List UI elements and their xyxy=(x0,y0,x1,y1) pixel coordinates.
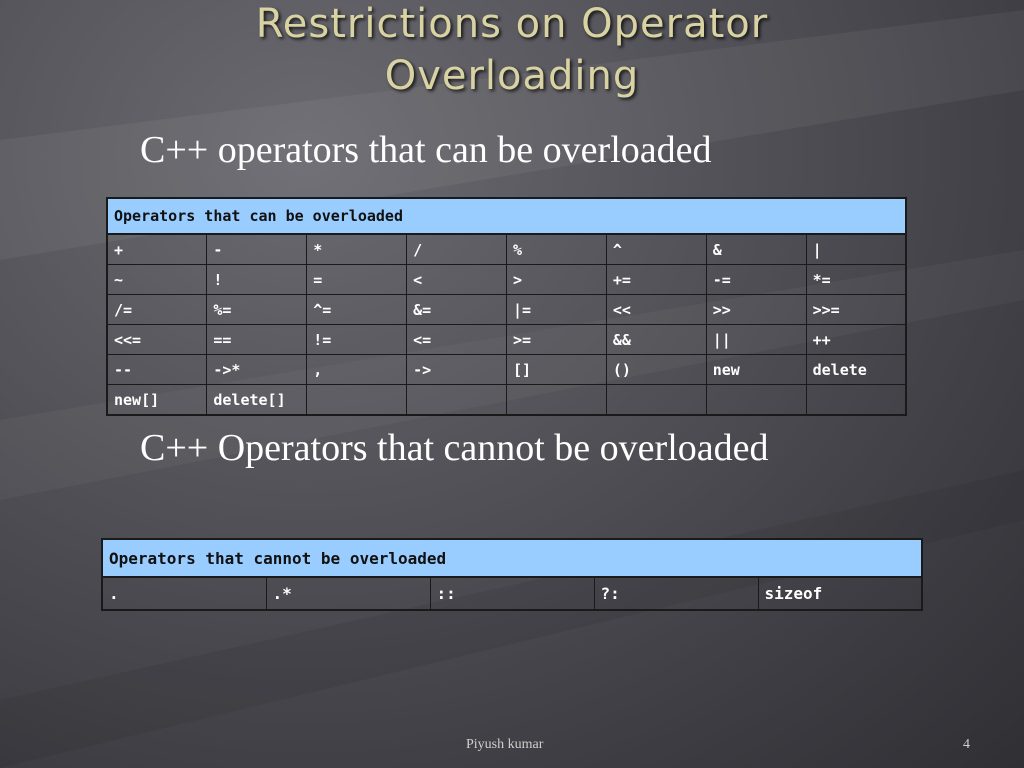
table-cell xyxy=(307,385,407,416)
table-cell: .* xyxy=(266,577,430,610)
table-row xyxy=(107,265,906,295)
table-cell: * xyxy=(307,234,407,265)
table-cell xyxy=(806,385,906,416)
slide-title-line-1: Restrictions on Operator xyxy=(255,1,769,47)
table-cell xyxy=(407,385,507,416)
table-cell: % xyxy=(507,234,607,265)
table-cell: <= xyxy=(407,325,507,355)
table-cell: / xyxy=(407,234,507,265)
table-cell: <<= xyxy=(107,325,207,355)
table-cell: < xyxy=(407,265,507,295)
table-cell: -- xyxy=(107,355,207,385)
table-cell: >= xyxy=(507,325,607,355)
table-cell: &= xyxy=(407,295,507,325)
table-cell: ->* xyxy=(207,355,307,385)
table-row xyxy=(107,355,906,385)
table-cell: () xyxy=(606,355,706,385)
table-row xyxy=(102,577,922,610)
table-cell xyxy=(706,385,806,416)
table-header-row xyxy=(102,539,922,577)
table-header-row xyxy=(107,198,906,234)
table-cell: ++ xyxy=(806,325,906,355)
bullet-text-non-overloadable: C++ Operators that cannot be overloaded xyxy=(140,427,769,469)
table-cell: ^ xyxy=(606,234,706,265)
table-cell: . xyxy=(102,577,266,610)
table-cell: ! xyxy=(207,265,307,295)
table-cell: delete xyxy=(806,355,906,385)
table-cell xyxy=(606,385,706,416)
table-cell: sizeof xyxy=(758,577,922,610)
table-cell: != xyxy=(307,325,407,355)
table-cell xyxy=(507,385,607,416)
table-cell: ^= xyxy=(307,295,407,325)
table-cell: *= xyxy=(806,265,906,295)
table-cell: > xyxy=(507,265,607,295)
table-cell: delete[] xyxy=(207,385,307,416)
slide-title-line-2: Overloading xyxy=(384,53,640,99)
table-row xyxy=(107,385,906,416)
footer-author: Piyush kumar xyxy=(466,737,544,752)
table-cell: , xyxy=(307,355,407,385)
table-cell: = xyxy=(307,265,407,295)
table-cell: [] xyxy=(507,355,607,385)
table-header: Operators that can be overloaded xyxy=(107,198,906,234)
table-header: Operators that cannot be overloaded xyxy=(102,539,922,577)
table-cell: && xyxy=(606,325,706,355)
table-cell: /= xyxy=(107,295,207,325)
overloadable-operators-table xyxy=(106,197,907,416)
footer-page-number: 4 xyxy=(963,737,970,752)
table-cell: -= xyxy=(706,265,806,295)
table-cell: -> xyxy=(407,355,507,385)
table-cell: << xyxy=(606,295,706,325)
table-cell: >>= xyxy=(806,295,906,325)
table-cell: %= xyxy=(207,295,307,325)
table-cell: >> xyxy=(706,295,806,325)
table-cell: - xyxy=(207,234,307,265)
table-cell: :: xyxy=(430,577,594,610)
table-cell: new xyxy=(706,355,806,385)
table-cell: == xyxy=(207,325,307,355)
table-cell: ?: xyxy=(594,577,758,610)
non-overloadable-operators-table xyxy=(101,538,923,611)
table-cell: || xyxy=(706,325,806,355)
table-row xyxy=(107,234,906,265)
table-row xyxy=(107,325,906,355)
table-cell: + xyxy=(107,234,207,265)
table-row xyxy=(107,295,906,325)
table-cell: ~ xyxy=(107,265,207,295)
table-cell: |= xyxy=(507,295,607,325)
table-cell: | xyxy=(806,234,906,265)
bullet-text-overloadable: C++ operators that can be overloaded xyxy=(140,129,712,171)
table-cell: new[] xyxy=(107,385,207,416)
table-cell: += xyxy=(606,265,706,295)
table-cell: & xyxy=(706,234,806,265)
